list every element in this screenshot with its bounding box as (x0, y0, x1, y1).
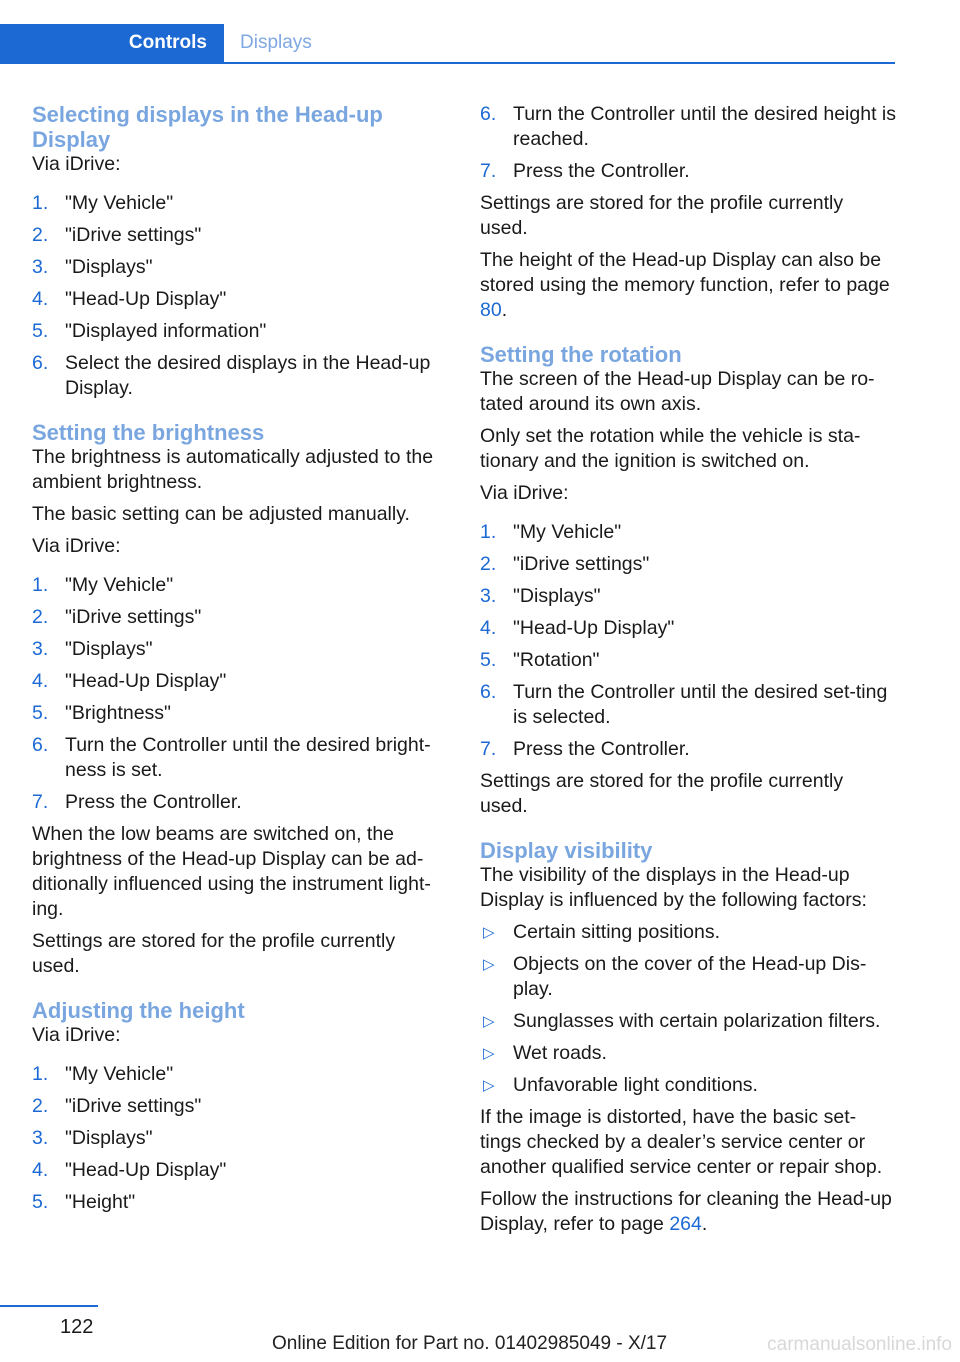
list-item (480, 737, 896, 762)
step-number: 6. (480, 103, 497, 125)
step-text: Select the desired displays in the Head-up Display. (65, 352, 431, 399)
list-item (480, 1073, 896, 1098)
step-number: 3. (32, 256, 49, 278)
triangle-bullet-icon: ▷ (483, 924, 495, 941)
left-column (32, 102, 448, 1222)
right-column (480, 102, 896, 1244)
step-number: 1. (32, 574, 49, 596)
list-item (32, 637, 448, 662)
bullet-text: Sunglasses with certain polarization filters. (513, 1010, 881, 1032)
steps-rotation (480, 520, 896, 762)
heading-rotation: Setting the rotation (480, 342, 682, 367)
step-number: 6. (32, 734, 49, 756)
list-item (32, 573, 448, 598)
step-number: 7. (32, 791, 49, 813)
bullet-text: Wet roads. (513, 1042, 607, 1064)
step-text: "Displays" (65, 256, 153, 278)
list-item (32, 191, 448, 216)
step-number: 4. (32, 670, 49, 692)
step-text: "My Vehicle" (65, 574, 174, 596)
list-item (32, 669, 448, 694)
list-item (32, 605, 448, 630)
list-item (480, 952, 896, 1002)
tab-controls[interactable]: Controls (0, 24, 224, 62)
step-number: 5. (32, 1191, 49, 1213)
list-item (480, 1041, 896, 1066)
list-item (32, 790, 448, 815)
list-item (32, 733, 448, 783)
paragraph: Settings are stored for the profile currently used. (480, 192, 844, 239)
visibility-factors (480, 920, 896, 1098)
list-item (32, 701, 448, 726)
paragraph-memory: The height of the Head-up Display can also be stored using the memory function, refer to page 80. (480, 249, 890, 321)
step-text: Press the Controller. (65, 791, 242, 813)
step-text: "iDrive settings" (513, 553, 650, 575)
step-number: 4. (32, 288, 49, 310)
list-item (32, 319, 448, 344)
paragraph: The screen of the Head-up Display can be ro‐tated around its own axis. (480, 368, 875, 415)
step-text: "Brightness" (65, 702, 171, 724)
step-number: 2. (480, 553, 497, 575)
step-number: 4. (480, 617, 497, 639)
step-number: 2. (32, 224, 49, 246)
watermark: carmanualsonline.info (767, 1334, 952, 1355)
step-text: "iDrive settings" (65, 224, 202, 246)
list-item (32, 1158, 448, 1183)
list-item (480, 520, 896, 545)
list-item (480, 920, 896, 945)
step-number: 3. (480, 585, 497, 607)
triangle-bullet-icon: ▷ (483, 1045, 495, 1062)
list-item (32, 223, 448, 248)
via-idrive: Via iDrive: (32, 1024, 121, 1046)
step-number: 3. (32, 1127, 49, 1149)
list-item (32, 1126, 448, 1151)
step-text: "iDrive settings" (65, 606, 202, 628)
paragraph: The basic setting can be adjusted manually. (32, 503, 410, 525)
page-link-264[interactable]: 264 (669, 1213, 702, 1235)
step-text: Turn the Controller until the desired height is reached. (513, 103, 896, 150)
steps-height (32, 1062, 448, 1215)
step-text: "Head-Up Display" (65, 670, 227, 692)
heading-visibility: Display visibility (480, 838, 653, 863)
step-number: 7. (480, 160, 497, 182)
list-item (480, 584, 896, 609)
tab-displays[interactable]: Displays (240, 32, 312, 53)
list-item (32, 255, 448, 280)
step-number: 5. (480, 649, 497, 671)
triangle-bullet-icon: ▷ (483, 956, 495, 973)
paragraph: Settings are stored for the profile currently used. (480, 770, 844, 817)
list-item (32, 1062, 448, 1087)
paragraph: Settings are stored for the profile currently used. (32, 930, 396, 977)
step-text: "Displays" (65, 638, 153, 660)
list-item (480, 680, 896, 730)
list-item (32, 287, 448, 312)
step-number: 1. (32, 192, 49, 214)
paragraph: When the low beams are switched on, the brightness of the Head-up Display can be ad‐ditionally influenced using the instrument light‐ing. (32, 823, 431, 920)
steps-height-continued (480, 102, 896, 184)
steps-selecting-displays (32, 191, 448, 401)
page-number: 122 (60, 1316, 94, 1338)
step-text: "My Vehicle" (65, 1063, 174, 1085)
step-number: 2. (32, 1095, 49, 1117)
paragraph-cleaning: Follow the instructions for cleaning the Head-up Display, refer to page 264. (480, 1188, 892, 1235)
heading-selecting-displays: Selecting displays in the Head-up Display (32, 102, 383, 152)
list-item (32, 1190, 448, 1215)
step-text: Turn the Controller until the desired set‐ting is selected. (513, 681, 888, 728)
footer-rule (0, 1305, 98, 1307)
heading-brightness: Setting the brightness (32, 420, 265, 445)
paragraph: The brightness is automatically adjusted to the ambient brightness. (32, 446, 434, 493)
via-idrive: Via iDrive: (32, 153, 121, 175)
triangle-bullet-icon: ▷ (483, 1077, 495, 1094)
step-number: 4. (32, 1159, 49, 1181)
page-link-80[interactable]: 80 (480, 299, 502, 321)
step-text: Turn the Controller until the desired bright‐ness is set. (65, 734, 431, 781)
via-idrive: Via iDrive: (480, 482, 569, 504)
paragraph: If the image is distorted, have the basic set‐tings checked by a dealer’s service center or another qualified service center or repair shop. (480, 1106, 883, 1178)
step-text: Press the Controller. (513, 160, 690, 182)
step-number: 2. (32, 606, 49, 628)
bullet-text: Certain sitting positions. (513, 921, 721, 943)
step-number: 6. (480, 681, 497, 703)
step-text: Press the Controller. (513, 738, 690, 760)
list-item (480, 552, 896, 577)
paragraph: The visibility of the displays in the Head-up Display is influenced by the following factors: (480, 864, 867, 911)
step-text: "My Vehicle" (513, 521, 622, 543)
list-item (480, 159, 896, 184)
step-text: "Displays" (513, 585, 601, 607)
steps-brightness (32, 573, 448, 815)
step-text: "iDrive settings" (65, 1095, 202, 1117)
header-bar (0, 24, 895, 64)
list-item (480, 648, 896, 673)
edition-text: Online Edition for Part no. 01402985049 - X/17 (272, 1333, 668, 1354)
step-text: "Displayed information" (65, 320, 267, 342)
step-text: "Height" (65, 1191, 136, 1213)
step-number: 3. (32, 638, 49, 660)
step-number: 5. (32, 702, 49, 724)
step-text: "Head-Up Display" (65, 288, 227, 310)
step-text: "My Vehicle" (65, 192, 174, 214)
list-item (32, 351, 448, 401)
step-number: 7. (480, 738, 497, 760)
step-text: "Rotation" (513, 649, 600, 671)
step-number: 5. (32, 320, 49, 342)
list-item (480, 102, 896, 152)
step-text: "Head-Up Display" (513, 617, 675, 639)
list-item (480, 616, 896, 641)
bullet-text: Unfavorable light conditions. (513, 1074, 758, 1096)
list-item (480, 1009, 896, 1034)
step-text: "Head-Up Display" (65, 1159, 227, 1181)
bullet-text: Objects on the cover of the Head-up Dis‐play. (513, 953, 867, 1000)
step-number: 1. (32, 1063, 49, 1085)
paragraph: Only set the rotation while the vehicle is sta‐tionary and the ignition is switched on. (480, 425, 861, 472)
step-text: "Displays" (65, 1127, 153, 1149)
step-number: 1. (480, 521, 497, 543)
list-item (32, 1094, 448, 1119)
triangle-bullet-icon: ▷ (483, 1013, 495, 1030)
heading-height: Adjusting the height (32, 998, 245, 1023)
via-idrive: Via iDrive: (32, 535, 121, 557)
step-number: 6. (32, 352, 49, 374)
